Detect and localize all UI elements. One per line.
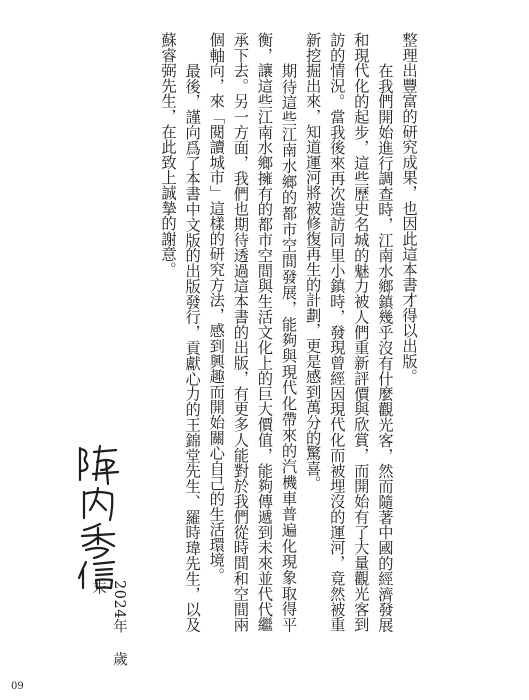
page-number: 09: [11, 681, 24, 692]
paragraph-3: 期待這些江南水鄉的都市空間發展，能夠與現代化帶來的汽機車普遍化現象取得平衡，讓這些江南水鄉擁有的都市空間與生活文化上的巨大價值，能夠傳遞到未來並代代繼承下去。另一方面，我們也期待透過這本書的出版，有更多人能對於我們從時間和空間兩個軸向，來「閱讀城市」這樣的研究方法，感到興趣而開始關心自己的生活環境。: [207, 32, 298, 632]
paragraph-4: 最後，謹向爲了本書中文版的出版發行，貢獻心力的王錦堂先生、羅時瑋先生，以及蘇睿弼先生，在此致上誠摯的謝意。: [159, 32, 202, 632]
paragraph-2: 在我們開始進行調查時，江南水鄉鎮幾乎沒有什麼觀光客，然而隨著中國的經濟發展和現代化的起步，這些歷史名城的魅力被人們重新評價與欣賞，而開始有了大量觀光客到訪的情況。當我後來再次造訪同里小鎮時，發現曾經因現代化而被埋沒的運河，竟然被重新挖掘出來，知道運河將被修復再生的計劃，更是感到萬分的驚喜。: [303, 32, 394, 632]
paragraph-1: 整理出豐富的研究成果，也因此這本書才得以出版。: [400, 32, 418, 384]
signature-date: [88, 580, 130, 670]
signature-block: [30, 440, 150, 670]
body-text: [156, 32, 421, 632]
signature-season: 歲末: [90, 580, 127, 667]
handwritten-signature: [70, 440, 126, 590]
signature-year: 2024年: [111, 580, 127, 634]
